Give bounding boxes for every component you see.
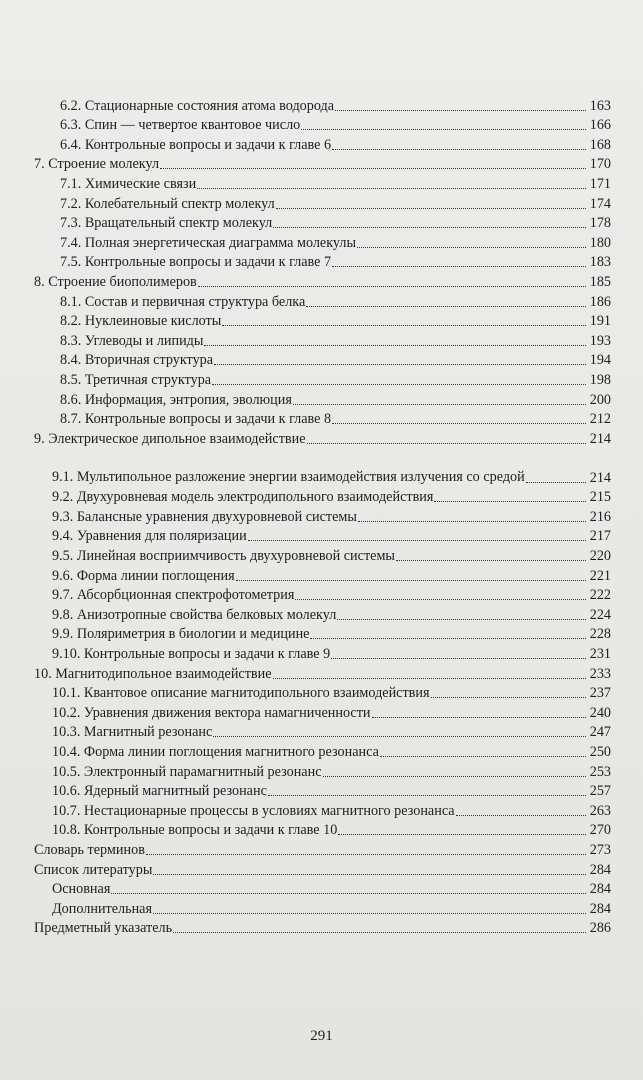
toc-entry: [34, 172, 611, 192]
toc-entry-page: 231: [589, 646, 611, 663]
dot-leader: [335, 110, 586, 111]
toc-entry-title: 9.6. Форма линии поглощения: [52, 567, 235, 584]
toc-entry-page: 212: [589, 411, 611, 428]
toc-entry-title: 8. Строение биополимеров: [34, 273, 197, 290]
toc-entry-title: 10.6. Ядерный магнитный резонанс: [52, 783, 267, 800]
toc-entry-title: 10.3. Магнитный резонанс: [52, 724, 213, 741]
toc-entry-title: Основная: [52, 881, 111, 898]
dot-leader: [268, 795, 586, 796]
toc-entry: [34, 153, 611, 173]
toc-entry: [34, 133, 611, 153]
toc-entry: [34, 780, 611, 800]
toc-entry: [34, 231, 611, 251]
toc-entry-title: 8.3. Углеводы и липиды: [60, 332, 204, 349]
toc-entry-page: 220: [589, 548, 611, 565]
toc-entry-page: 237: [589, 685, 611, 702]
toc-entry-title: 6.4. Контрольные вопросы и задачи к главе 6: [60, 136, 332, 153]
toc-entry-title: 9.7. Абсорбционная спектрофотометрия: [52, 587, 295, 604]
toc-entry: [34, 192, 611, 212]
dot-leader: [293, 404, 586, 405]
dot-leader: [431, 697, 587, 698]
toc-entry: [34, 349, 611, 369]
toc-entry: [34, 388, 611, 408]
toc-entry-page: 284: [589, 861, 611, 878]
toc-entry-title: 7.1. Химические связи: [60, 175, 197, 192]
dot-leader: [307, 443, 587, 444]
toc-entry-title: 8.6. Информация, энтропия, эволюция: [60, 391, 292, 408]
toc-entry: [34, 740, 611, 760]
toc-entry-title: 8.5. Третичная структура: [60, 371, 212, 388]
toc-entry: [34, 799, 611, 819]
toc-entry: [34, 408, 611, 428]
toc-entry: [34, 505, 611, 525]
toc-entry: [34, 701, 611, 721]
toc-entry-title: 6.3. Спин — четвертое квантовое число: [60, 117, 301, 134]
dot-leader: [273, 678, 586, 679]
toc-entry: [34, 94, 611, 114]
dot-leader: [153, 874, 586, 875]
toc-entry-page: 253: [589, 763, 611, 780]
toc-entry-title: 8.7. Контрольные вопросы и задачи к главе 8: [60, 411, 332, 428]
toc-entry-title: 8.1. Состав и первичная структура белка: [60, 293, 306, 310]
dot-leader: [332, 149, 586, 150]
toc-entry-title: 10.8. Контрольные вопросы и задачи к главе 10: [52, 822, 338, 839]
toc-entry-page: 240: [589, 704, 611, 721]
toc-entry-page: 171: [589, 175, 611, 192]
toc-entry-page: 215: [589, 489, 611, 506]
toc-entry-page: 170: [589, 156, 611, 173]
dot-leader: [357, 247, 586, 248]
toc-entry-title: 9.5. Линейная восприимчивость двухуровневой системы: [52, 548, 395, 565]
dot-leader: [214, 364, 586, 365]
toc-entry: [34, 525, 611, 545]
dot-leader: [236, 580, 586, 581]
toc-entry: [34, 212, 611, 232]
toc-entry-page: 257: [589, 783, 611, 800]
toc-entry-title: 9.8. Анизотропные свойства белковых молекул: [52, 606, 337, 623]
toc-entry-page: 185: [589, 273, 611, 290]
toc-entry-page: 228: [589, 626, 611, 643]
dot-leader: [372, 717, 586, 718]
dot-leader: [338, 834, 586, 835]
toc-entry: [34, 584, 611, 604]
dot-leader: [198, 286, 586, 287]
toc-entry: [34, 682, 611, 702]
dot-leader: [337, 619, 586, 620]
dot-leader: [204, 345, 586, 346]
toc-entry-title: Словарь терминов: [34, 841, 145, 858]
toc-entry: [34, 447, 611, 486]
toc-entry: [34, 310, 611, 330]
toc-entry: [34, 897, 611, 917]
toc-entry: [34, 917, 611, 937]
dot-leader: [111, 893, 586, 894]
toc-entry-page: 286: [589, 920, 611, 937]
toc-entry: [34, 721, 611, 741]
toc-entry: [34, 368, 611, 388]
toc-entry-page: 186: [589, 293, 611, 310]
toc-entry-page: 166: [589, 117, 611, 134]
toc-entry-title: 9.9. Поляриметрия в биологии и медицине: [52, 626, 310, 643]
dot-leader: [358, 521, 586, 522]
toc-entry: [34, 819, 611, 839]
dot-leader: [301, 129, 586, 130]
toc-entry-page: 183: [589, 254, 611, 271]
toc-entry: [34, 623, 611, 643]
toc-entry-title: Предметный указатель: [34, 920, 173, 937]
dot-leader: [306, 306, 586, 307]
toc-entry: [34, 270, 611, 290]
toc-entry-page: 198: [589, 371, 611, 388]
toc-entry-title: 9.10. Контрольные вопросы и задачи к главе 9: [52, 646, 331, 663]
toc-entry: [34, 760, 611, 780]
dot-leader: [212, 384, 586, 385]
table-of-contents: [34, 94, 611, 936]
dot-leader: [434, 501, 586, 502]
toc-entry-page: 233: [589, 665, 611, 682]
toc-entry: [34, 642, 611, 662]
dot-leader: [396, 560, 586, 561]
toc-entry-page: 163: [589, 97, 611, 114]
toc-entry-page: 221: [589, 567, 611, 584]
page-number: 291: [310, 1028, 333, 1044]
toc-entry-page: 178: [589, 215, 611, 232]
toc-entry: [34, 878, 611, 898]
toc-entry-title: 10.1. Квантовое описание магнитодипольного взаимодействия: [52, 685, 430, 702]
toc-entry-title: 9. Электрическое дипольное взаимодействие: [34, 430, 306, 447]
dot-leader: [173, 932, 586, 933]
dot-leader: [160, 168, 586, 169]
dot-leader: [197, 188, 586, 189]
dot-leader: [323, 776, 587, 777]
toc-entry-title: 8.2. Нуклеиновые кислоты: [60, 313, 222, 330]
toc-entry-page: 216: [589, 508, 611, 525]
toc-entry-title: 6.2. Стационарные состояния атома водорода: [60, 97, 335, 114]
toc-entry-title: 7.3. Вращательный спектр молекул: [60, 215, 273, 232]
toc-entry-page: 180: [589, 234, 611, 251]
toc-entry-page: 193: [589, 332, 611, 349]
dot-leader: [526, 482, 586, 483]
toc-entry-title: 10.5. Электронный парамагнитный резонанс: [52, 763, 322, 780]
toc-entry-page: 247: [589, 724, 611, 741]
toc-entry: [34, 427, 611, 447]
dot-leader: [146, 854, 586, 855]
toc-entry-title: 7. Строение молекул: [34, 156, 160, 173]
toc-entry-title: 7.2. Колебательный спектр молекул: [60, 195, 275, 212]
toc-entry-title: 10.4. Форма линии поглощения магнитного резонанса: [52, 744, 379, 760]
toc-entry-title: 10.7. Нестационарные процессы в условиях магнитного резонанса: [52, 802, 455, 819]
dot-leader: [332, 423, 586, 424]
toc-entry: [34, 114, 611, 134]
toc-entry-page: 284: [589, 900, 611, 917]
toc-entry-title: 9.4. Уравнения для поляризации: [52, 528, 247, 545]
toc-entry-page: 224: [589, 606, 611, 623]
dot-leader: [456, 815, 586, 816]
toc-entry: [34, 329, 611, 349]
toc-entry-page: 284: [589, 881, 611, 898]
toc-entry-page: 168: [589, 136, 611, 153]
toc-entry-page: 273: [589, 841, 611, 858]
toc-entry: [34, 544, 611, 564]
toc-entry-title: Дополнительная: [52, 900, 152, 917]
toc-entry-page: 214: [589, 469, 611, 486]
toc-entry-title: 9.1. Мультипольное разложение энергии взаимодействия излучения со средой: [52, 468, 525, 485]
toc-entry: [34, 251, 611, 271]
toc-entry-title: 7.5. Контрольные вопросы и задачи к главе 7: [60, 254, 332, 271]
toc-entry: [34, 838, 611, 858]
toc-entry-page: 200: [589, 391, 611, 408]
dot-leader: [295, 599, 586, 600]
toc-entry-page: 174: [589, 195, 611, 212]
toc-entry-title: 7.4. Полная энергетическая диаграмма молекулы: [60, 234, 357, 251]
toc-entry-title: 8.4. Вторичная структура: [60, 352, 214, 369]
toc-entry-title: Список литературы: [34, 861, 153, 878]
dot-leader: [153, 913, 586, 914]
toc-entry-page: 194: [589, 352, 611, 369]
toc-entry: [34, 858, 611, 878]
dot-leader: [276, 208, 586, 209]
toc-entry-page: 270: [589, 822, 611, 839]
toc-entry-page: 217: [589, 528, 611, 545]
toc-entry: [34, 603, 611, 623]
dot-leader: [222, 325, 586, 326]
dot-leader: [380, 756, 586, 757]
dot-leader: [273, 227, 586, 228]
dot-leader: [248, 540, 586, 541]
toc-entry: [34, 486, 611, 506]
toc-entry-title: 10. Магнитодипольное взаимодействие: [34, 665, 272, 682]
dot-leader: [213, 736, 586, 737]
toc-entry: [34, 662, 611, 682]
toc-entry: [34, 290, 611, 310]
toc-entry-page: 214: [589, 430, 611, 447]
toc-entry-page: 250: [589, 744, 611, 760]
toc-entry-title: 10.2. Уравнения движения вектора намагниченности: [52, 704, 371, 721]
toc-entry-page: 222: [589, 587, 611, 604]
dot-leader: [310, 638, 586, 639]
toc-entry-page: 191: [589, 313, 611, 330]
toc-entry: [34, 564, 611, 584]
toc-entry-page: 263: [589, 802, 611, 819]
dot-leader: [332, 266, 586, 267]
toc-entry-title: 9.2. Двухуровневая модель электродипольного взаимодействия: [52, 489, 434, 506]
dot-leader: [331, 658, 586, 659]
toc-entry-title: 9.3. Балансные уравнения двухуровневой системы: [52, 508, 357, 525]
